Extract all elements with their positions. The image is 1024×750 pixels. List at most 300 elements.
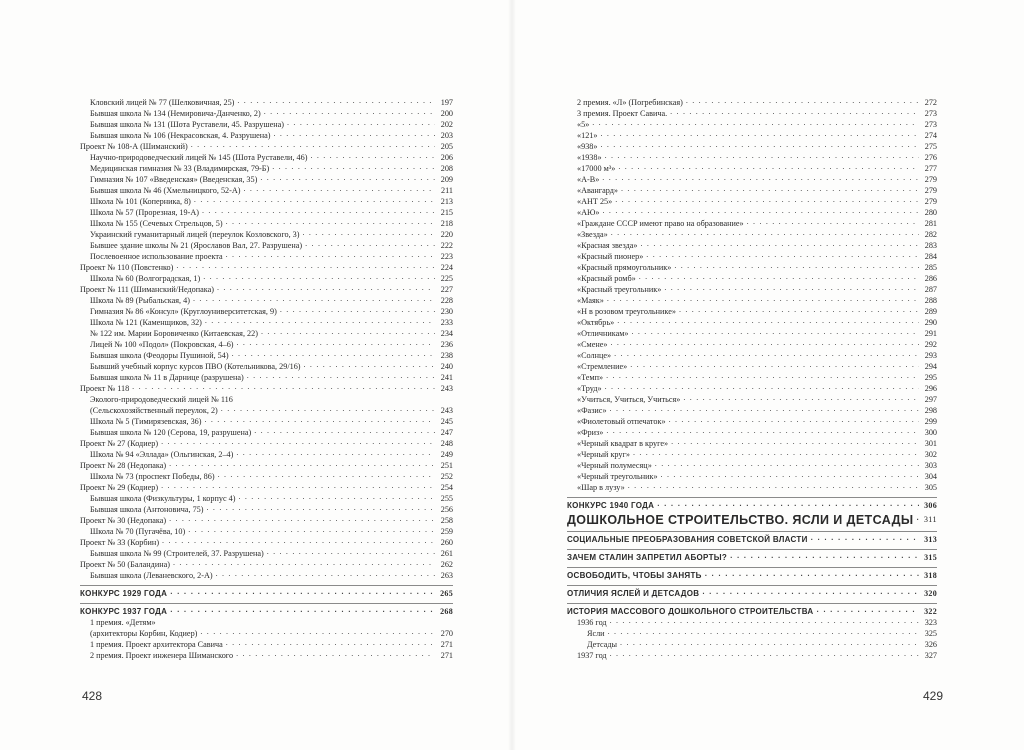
dot-leader [747, 219, 919, 228]
toc-entry [567, 142, 937, 153]
toc-entry-label: «Черный треугольник» [577, 472, 658, 482]
toc-entry [567, 461, 937, 472]
toc-entry-label: Научно-природоведческий лицей № 145 (Шота Руставели, 46) [90, 153, 308, 163]
dot-leader [191, 142, 435, 151]
toc-entry-label: (архитекторы Корбин, Кодиер) [90, 628, 198, 638]
toc-entry-page: 220 [440, 230, 453, 240]
toc-entry [567, 296, 937, 307]
toc-entry [567, 472, 937, 483]
toc-entry [567, 109, 937, 120]
toc-entry-label: Проект № 29 (Кодиер) [80, 483, 159, 492]
dot-leader [216, 571, 435, 580]
toc-entry-page: 271 [440, 639, 453, 649]
toc-entry [80, 571, 453, 582]
toc-entry-label: Гимназия № 86 «Консул» (Круглоуниверситетская, 9) [90, 307, 277, 317]
dot-leader [633, 450, 919, 459]
toc-entry-page: 252 [440, 472, 453, 481]
toc-entry [567, 640, 937, 651]
dot-leader [260, 175, 435, 184]
dot-leader [205, 318, 435, 327]
toc-entry [80, 131, 453, 142]
toc-entry-label: Школа № 73 (проспект Победы, 86) [90, 472, 215, 481]
toc-entry [80, 384, 453, 395]
dot-leader [236, 450, 435, 459]
dot-leader [236, 651, 435, 660]
toc-entry [80, 560, 453, 571]
toc-entry-label: «938» [577, 142, 598, 152]
toc-entry-label: Проект № 50 (Баландина) [80, 560, 170, 569]
toc-entry-label: ОТЛИЧИЯ ЯСЛЕЙ И ДЕТСАДОВ [567, 589, 700, 599]
toc-entry-label: ЗАЧЕМ СТАЛИН ЗАПРЕТИЛ АБОРТЫ? [567, 553, 728, 563]
dot-leader [602, 175, 919, 184]
toc-entry [567, 98, 937, 109]
toc-entry [567, 483, 937, 494]
dot-leader [592, 120, 919, 129]
toc-entry [567, 406, 937, 417]
toc-entry-label: «Смене» [577, 340, 608, 350]
dot-leader [641, 241, 919, 250]
toc-entry-label: Кловский лицей № 77 (Шелковичная, 25) [90, 98, 235, 108]
toc-entry-page: 203 [440, 131, 453, 141]
toc-entry-page: 256 [440, 505, 453, 514]
toc-entry [567, 230, 937, 241]
dot-leader [669, 417, 919, 426]
toc-entry-label: Бывшая школа (Феодоры Пушиной, 54) [90, 351, 229, 361]
toc-entry-label: 2 премия. «Л» (Погребинская) [577, 98, 683, 108]
toc-entry [567, 651, 937, 662]
toc-entry [567, 362, 937, 373]
toc-entry-page: 275 [924, 142, 937, 152]
toc-entry [567, 439, 937, 450]
toc-entry-label: СОЦИАЛЬНЫЕ ПРЕОБРАЗОВАНИЯ СОВЕТСКОЙ ВЛАСТИ [567, 535, 808, 545]
dot-leader [170, 589, 435, 598]
toc-entry [80, 505, 453, 516]
toc-entry [80, 483, 453, 494]
toc-entry-label: «Учиться, Учиться, Учиться» [577, 395, 681, 405]
toc-entry [80, 527, 453, 538]
dot-leader [207, 505, 435, 514]
dot-leader [287, 120, 435, 129]
toc-entry-page: 299 [924, 417, 937, 427]
toc-entry [80, 164, 453, 175]
dot-leader [606, 373, 919, 382]
toc-entry [80, 109, 453, 120]
toc-entry-label: «Темп» [577, 373, 604, 383]
toc-entry [80, 417, 453, 428]
toc-entry-label: «Граждане СССР имеют право на образование» [577, 219, 744, 229]
dot-leader [639, 274, 919, 283]
toc-entry-page: 243 [440, 384, 453, 394]
toc-entry-page: 288 [924, 296, 937, 306]
dot-leader [605, 153, 919, 162]
dot-leader [620, 640, 919, 649]
toc-entry-label: «Фазис» [577, 406, 607, 416]
toc-entry-label: «Авангард» [577, 186, 619, 196]
toc-entry-label: «Звезда» [577, 230, 608, 240]
toc-entry-label: «17000 м³» [577, 164, 616, 174]
dot-leader [194, 197, 435, 206]
toc-entry-label: «Октябрь» [577, 318, 615, 328]
toc-entry-label: Школа № 70 (Пугачёва, 10) [90, 527, 186, 536]
toc-entry [80, 241, 453, 252]
toc-entry-page: 251 [440, 461, 453, 470]
dot-leader [657, 501, 919, 510]
dot-leader [646, 252, 919, 261]
dot-leader [304, 362, 435, 371]
dot-leader [661, 472, 919, 481]
dot-leader [280, 307, 435, 316]
toc-entry-page: 218 [440, 219, 453, 229]
dot-leader [611, 230, 919, 239]
toc-entry-label: Школа № 5 (Тимирязевская, 36) [90, 417, 202, 426]
toc-entry [567, 274, 937, 285]
toc-entry-page: 326 [924, 640, 937, 650]
toc-entry-page: 292 [924, 340, 937, 350]
toc-entry-label: Школа № 155 (Сечевых Стрельцов, 5) [90, 219, 223, 229]
toc-entry-page: 290 [924, 318, 937, 328]
toc-entry-page: 305 [924, 483, 937, 493]
toc-entry-page: 243 [440, 406, 453, 415]
toc-entry-label: «Черный квадрат в круге» [577, 439, 669, 449]
toc-entry-page: 202 [440, 120, 453, 130]
toc-entry-page: 233 [440, 318, 453, 328]
toc-entry [80, 219, 453, 230]
toc-entry-page: 274 [924, 131, 937, 141]
dot-leader [237, 340, 435, 349]
dot-leader [664, 285, 919, 294]
dot-leader [200, 629, 435, 638]
dot-leader [221, 406, 435, 415]
toc-entry-page: 247 [440, 428, 453, 437]
toc-entry-label: Детсады [587, 640, 618, 650]
toc-entry-label: 2 премия. Проект инженера Шиманского [90, 650, 234, 660]
toc-entry [80, 538, 453, 549]
toc-entry [567, 373, 937, 384]
toc-entry-page: 294 [924, 362, 937, 372]
dot-leader [303, 230, 436, 239]
toc-entry-label: Проект № 30 (Недопака) [80, 516, 167, 525]
toc-entry-page: 276 [924, 153, 937, 163]
toc-entry [80, 549, 453, 560]
toc-entry-page: 318 [924, 571, 937, 581]
toc-entry-label: «Красный ромб» [577, 274, 636, 284]
section-divider [567, 567, 937, 568]
dot-leader [600, 142, 919, 151]
toc-entry-page: 223 [440, 252, 453, 262]
toc-entry-label: Проект № 33 (Корбин) [80, 538, 160, 547]
toc-entry-label: «Шар в лузу» [577, 483, 625, 493]
toc-entry [567, 384, 937, 395]
toc-entry-label: Школа № 101 (Коперника, 8) [90, 197, 191, 207]
toc-entry [567, 618, 937, 629]
page-number-right: 429 [923, 689, 944, 703]
toc-entry-page: 200 [440, 109, 453, 119]
toc-entry [80, 98, 453, 109]
toc-entry-label: Проект № 27 (Кодиер) [80, 439, 159, 448]
toc-entry [567, 186, 937, 197]
toc-entry-label: № 122 им. Марии Боровиченко (Китаевская, 22) [90, 329, 258, 339]
dot-leader [267, 549, 435, 558]
dot-leader [274, 131, 436, 140]
toc-entry-label: Бывшая школа № 46 (Хмельницкого, 52-А) [90, 186, 241, 196]
toc-entry-label: «Черный круг» [577, 450, 630, 460]
toc-entry-label: Бывшая школа (Леваневского, 2-А) [90, 571, 213, 580]
toc-entry [567, 512, 937, 528]
toc-entry-label: Проект № 111 (Шиманский/Недопака) [80, 285, 214, 295]
dot-leader [610, 406, 919, 415]
toc-entry-label: «Фриз» [577, 428, 604, 438]
dot-leader [238, 494, 435, 503]
toc-entry-page: 279 [924, 175, 937, 185]
toc-entry-label: «Н в розовом треугольнике» [577, 307, 676, 317]
toc-entry [80, 175, 453, 186]
toc-entry-page: 325 [924, 629, 937, 639]
toc-entry-page: 311 [923, 515, 937, 524]
left-table-of-contents [80, 98, 453, 662]
dot-leader [686, 98, 919, 107]
dot-leader [679, 307, 919, 316]
dot-leader [254, 428, 435, 437]
toc-entry [80, 263, 453, 274]
toc-entry [567, 318, 937, 329]
toc-entry [80, 307, 453, 318]
toc-entry [80, 208, 453, 219]
dot-leader [237, 98, 435, 107]
toc-entry-label: «5» [577, 120, 590, 130]
dot-leader [202, 208, 435, 217]
dot-leader [670, 109, 919, 118]
toc-entry [567, 629, 937, 640]
right-table-of-contents [567, 98, 937, 662]
section-divider [80, 603, 453, 604]
dot-leader [170, 607, 435, 616]
dot-leader [630, 362, 919, 371]
toc-entry [80, 362, 453, 373]
dot-leader [655, 461, 919, 470]
toc-entry-page: 272 [924, 98, 937, 108]
dot-leader [617, 318, 919, 327]
toc-entry [80, 406, 453, 417]
dot-leader [272, 164, 435, 173]
dot-leader [610, 618, 919, 627]
toc-entry-label: Проект № 28 (Недопака) [80, 461, 167, 470]
toc-entry-label: «Маяк» [577, 296, 604, 306]
toc-entry-page: 298 [924, 406, 937, 416]
toc-entry-page: 208 [440, 164, 453, 174]
toc-entry-page: 206 [440, 153, 453, 163]
dot-leader [811, 535, 919, 544]
toc-entry-page: 245 [440, 417, 453, 426]
toc-entry [567, 329, 937, 340]
toc-entry-label: Бывшая школа (Физкультуры, 1 корпус 4) [90, 494, 236, 503]
toc-entry [80, 153, 453, 164]
toc-entry-page: 248 [440, 439, 453, 448]
toc-entry [80, 395, 453, 406]
toc-entry-label: «Стремление» [577, 362, 628, 372]
toc-entry [567, 450, 937, 461]
dot-leader [226, 640, 435, 649]
dot-leader [606, 428, 919, 437]
toc-entry-label: Бывшая школа № 106 (Некрасовская, 4. Разрушена) [90, 131, 271, 141]
toc-entry-label: Проект № 118 [80, 384, 130, 394]
toc-entry-page: 304 [924, 472, 937, 482]
toc-entry-page: 273 [924, 109, 937, 119]
toc-entry-page: 306 [924, 501, 937, 511]
toc-entry-label: Бывшая школа № 134 (Немировича-Данченко, 2) [90, 109, 261, 119]
dot-leader [173, 560, 435, 569]
toc-entry [567, 241, 937, 252]
toc-entry-label: «Солнце» [577, 351, 612, 361]
toc-entry-page: 213 [440, 197, 453, 207]
dot-leader [161, 439, 435, 448]
toc-entry [567, 553, 937, 564]
toc-entry [567, 428, 937, 439]
toc-entry-label: Послевоенное использование проекта [90, 252, 223, 262]
toc-entry-page: 254 [440, 483, 453, 492]
toc-entry [80, 186, 453, 197]
toc-entry [80, 329, 453, 340]
toc-entry-label: ОСВОБОДИТЬ, ЧТОБЫ ЗАНЯТЬ [567, 571, 702, 581]
toc-entry-page: 270 [440, 628, 453, 638]
dot-leader [730, 553, 919, 562]
dot-leader [628, 483, 919, 492]
toc-entry-page: 234 [440, 329, 453, 339]
toc-entry-page: 284 [924, 252, 937, 262]
toc-entry [567, 285, 937, 296]
dot-leader [218, 472, 435, 481]
toc-entry-page: 230 [440, 307, 453, 317]
dot-leader [608, 629, 919, 638]
dot-leader [169, 461, 435, 470]
toc-entry-label: (Сельскохозяйственный переулок, 2) [90, 406, 218, 415]
dot-leader [671, 439, 919, 448]
toc-entry-label: «1938» [577, 153, 602, 163]
toc-entry-page: 209 [440, 175, 453, 185]
toc-entry [567, 589, 937, 600]
toc-entry [567, 120, 937, 131]
toc-entry-label: Бывшая школа № 99 (Строителей, 37. Разрушена) [90, 549, 264, 558]
toc-entry-label: «Красная звезда» [577, 241, 638, 251]
toc-entry [80, 274, 453, 285]
toc-entry [567, 208, 937, 219]
section-divider [567, 603, 937, 604]
toc-entry-label: Бывшая школа № 11 в Дарнице (разрушена) [90, 373, 244, 383]
toc-entry-page: 296 [924, 384, 937, 394]
toc-entry [80, 629, 453, 640]
toc-entry-page: 295 [924, 373, 937, 383]
dot-leader [188, 527, 435, 536]
toc-entry-page: 280 [924, 208, 937, 218]
toc-entry [80, 340, 453, 351]
toc-entry [80, 640, 453, 651]
toc-entry [567, 164, 937, 175]
toc-entry-page: 285 [924, 263, 937, 273]
toc-entry [80, 373, 453, 384]
toc-entry-page: 301 [924, 439, 937, 449]
dot-leader [261, 329, 435, 338]
toc-entry [567, 340, 937, 351]
toc-entry-page: 286 [924, 274, 937, 284]
dot-leader [161, 483, 435, 492]
toc-entry [80, 516, 453, 527]
toc-entry [567, 197, 937, 208]
toc-entry-page: 323 [924, 618, 937, 628]
dot-leader [603, 208, 919, 217]
toc-entry-label: ДОШКОЛЬНОЕ СТРОИТЕЛЬСТВО. ЯСЛИ И ДЕТСАДЫ [567, 513, 914, 527]
dot-leader [264, 109, 435, 118]
toc-entry [80, 450, 453, 461]
toc-entry [80, 351, 453, 362]
dot-leader [204, 417, 435, 426]
toc-entry-label: «Красный треугольник» [577, 285, 662, 295]
dot-leader [600, 131, 919, 140]
dot-leader [674, 263, 919, 272]
toc-entry-page: 327 [924, 651, 937, 661]
toc-entry-page: 279 [924, 186, 937, 196]
toc-entry-page: 302 [924, 450, 937, 460]
toc-entry-label: Эколого-природоведческий лицей № 116 [90, 395, 233, 404]
toc-entry [80, 618, 453, 629]
toc-entry-label: КОНКУРС 1940 ГОДА [567, 501, 655, 511]
dot-leader [193, 296, 435, 305]
toc-entry [567, 607, 937, 618]
toc-entry-label: Проект № 108-А (Шиманский) [80, 142, 188, 152]
toc-entry-page: 236 [440, 340, 453, 350]
toc-entry [567, 501, 937, 512]
toc-entry [80, 296, 453, 307]
toc-entry [567, 351, 937, 362]
toc-entry-page: 258 [440, 516, 453, 525]
dot-leader [226, 252, 435, 261]
toc-entry-page: 265 [440, 589, 453, 598]
dot-leader [618, 164, 919, 173]
dot-leader [605, 384, 919, 393]
toc-entry-label: 1937 год [577, 651, 607, 661]
right-page [512, 0, 1024, 750]
dot-leader [607, 296, 919, 305]
dot-leader [610, 651, 919, 660]
toc-entry-label: Бывшая школа № 131 (Шота Руставели, 45. Разрушена) [90, 120, 285, 130]
toc-entry-page: 215 [440, 208, 453, 218]
toc-entry-page: 224 [440, 263, 453, 273]
toc-entry-label: «Красный прямоугольник» [577, 263, 672, 273]
dot-leader [615, 197, 919, 206]
dot-leader [702, 589, 919, 598]
toc-entry-label: Школа № 60 (Волгоградская, 1) [90, 274, 201, 284]
dot-leader [305, 241, 435, 250]
dot-leader [614, 351, 919, 360]
toc-entry [80, 607, 453, 618]
toc-entry-label: Бывшая школа № 120 (Серова, 19, разрушена) [90, 428, 252, 437]
section-divider [567, 531, 937, 532]
toc-entry [80, 461, 453, 472]
toc-entry-page: 315 [924, 553, 937, 563]
toc-entry-page: 228 [440, 296, 453, 306]
dot-leader [232, 351, 435, 360]
toc-entry-page: 320 [924, 589, 937, 599]
toc-entry-label: Бывшая школа (Антоновича, 75) [90, 505, 204, 514]
toc-entry-page: 241 [440, 373, 453, 383]
toc-entry-label: «А-В» [577, 175, 600, 185]
dot-leader [176, 263, 435, 272]
dot-leader [917, 517, 919, 526]
toc-entry-label: Школа № 89 (Рыбальская, 4) [90, 296, 190, 306]
toc-entry-page: 281 [924, 219, 937, 229]
toc-entry [80, 589, 453, 600]
toc-entry [567, 153, 937, 164]
toc-entry [80, 472, 453, 483]
dot-leader [162, 538, 435, 547]
